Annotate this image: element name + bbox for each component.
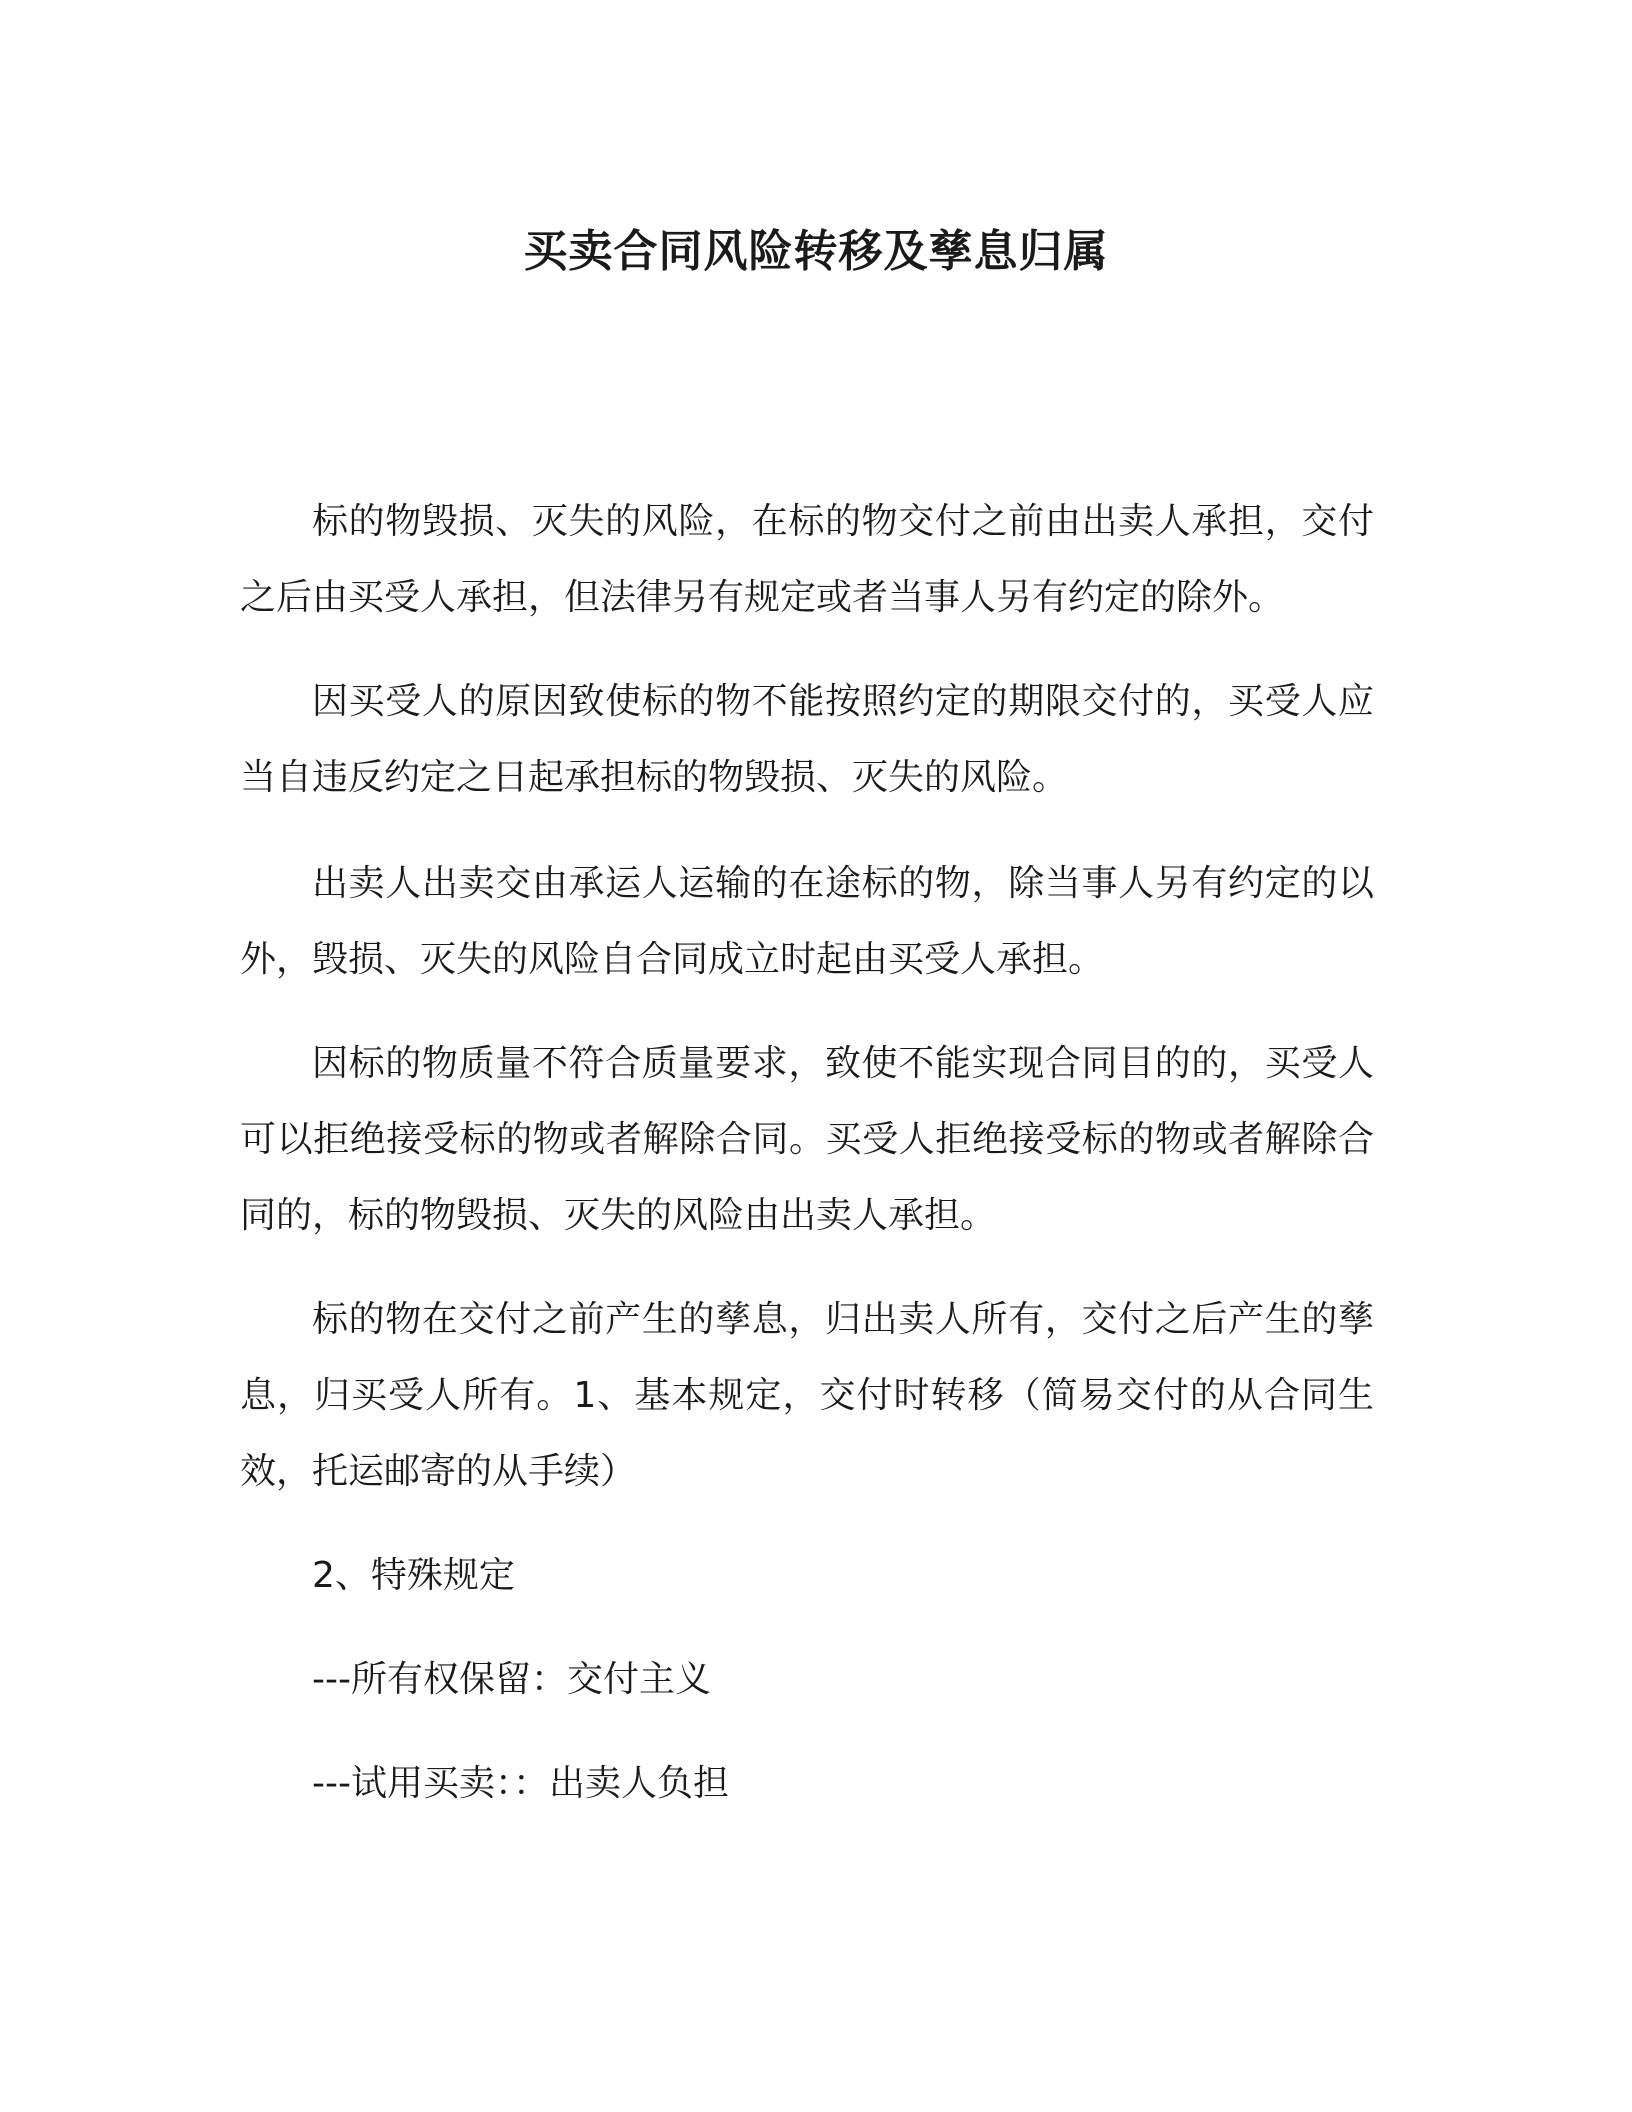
special-rule-item: ---所有权保留：交付主义: [312, 1659, 711, 1700]
paragraph-quality-defect: 因标的物质量不符合质量要求，致使不能实现合同目的的，买受人可以拒绝接受标的物或者解除合同。买受人拒绝接受标的物或者解除合同的，标的物毁损、灭失的风险由出卖人承担。: [240, 1043, 1374, 1236]
paragraph-risk-transfer: 标的物毁损、灭失的风险，在标的物交付之前由出卖人承担，交付之后由买受人承担，但法律另有规定或者当事人另有约定的除外。: [240, 501, 1374, 618]
paragraph-goods-in-transit: 出卖人出卖交由承运人运输的在途标的物，除当事人另有约定的以外，毁损、灭失的风险自合同成立时起由买受人承担。: [240, 863, 1374, 980]
paragraph-fruits-ownership: 标的物在交付之前产生的孳息，归出卖人所有，交付之后产生的孳息，归买受人所有。1、基本规定，交付时转移（简易交付的从合同生效，托运邮寄的从手续）: [240, 1299, 1374, 1492]
paragraph-buyer-delay: 因买受人的原因致使标的物不能按照约定的期限交付的，买受人应当自违反约定之日起承担标的物毁损、灭失的风险。: [240, 681, 1374, 798]
special-rule-item: ---试用买卖：：出卖人负担: [312, 1763, 729, 1804]
document-title: 买卖合同风险转移及孳息归属: [523, 226, 1109, 277]
special-rules-heading: 2、特殊规定: [312, 1555, 515, 1596]
